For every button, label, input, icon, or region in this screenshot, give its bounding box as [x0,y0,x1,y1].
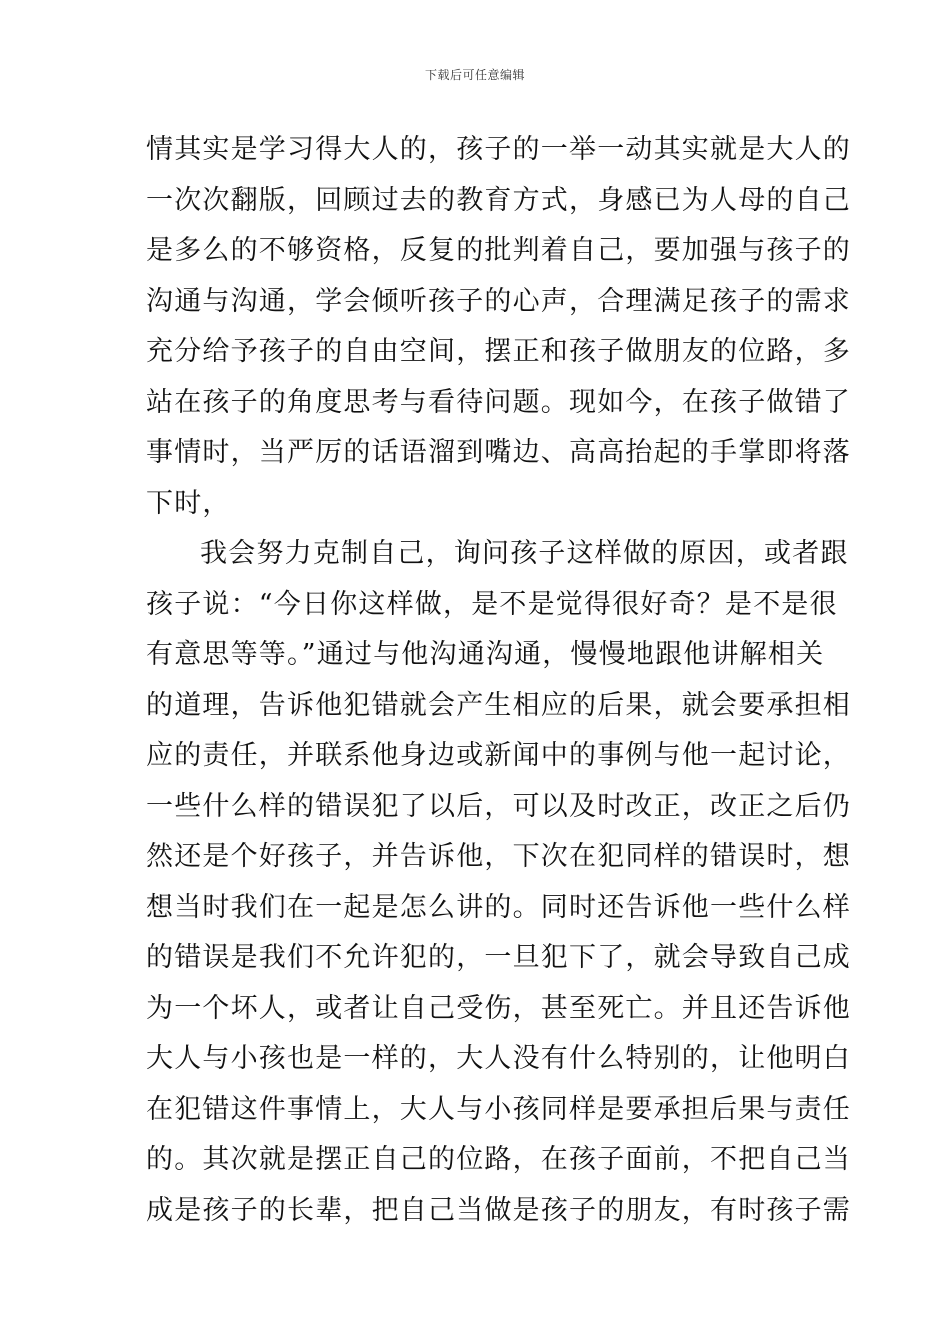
text-line: 一些什么样的错误犯了以后，可以及时改正，改正之后仍 [146,790,851,822]
paragraph [146,529,851,1236]
text-line: 的。其次就是摆正自己的位路，在孩子面前，不把自己当 [146,1144,851,1175]
text-line: 孩子说：“今日你这样做，是不是觉得很好奇？是不是很 [146,588,838,620]
text-line: 一次次翻版，回顾过去的教育方式，身感已为人母的自己 [146,184,851,216]
text-line: 下时， [146,487,231,519]
paragraph [146,125,851,529]
text-line: 成是孩子的长辈，把自己当做是孩子的朋友，有时孩子需 [146,1194,851,1226]
text-line: 我会努力克制自己，询问孩子这样做的原因，或者跟 [200,538,849,569]
body-text [146,125,851,1236]
text-line: 然还是个好孩子，并告诉他，下次在犯同样的错误时，想 [146,841,851,872]
text-line: 站在孩子的角度思考与看待问题。现如今，在孩子做错了 [146,386,851,418]
text-line: 情其实是学习得大人的，孩子的一举一动其实就是大人的 [146,134,851,165]
text-line: 在犯错这件事情上，大人与小孩同样是要承担后果与责任 [146,1093,851,1125]
text-line: 的错误是我们不允许犯的，一旦犯下了，就会导致自己成 [146,942,851,973]
text-line: 应的责任，并联系他身边或新闻中的事例与他一起讨论， [146,740,851,771]
text-line: 是多么的不够资格，反复的批判着自己，要加强与孩子的 [146,235,851,266]
text-line: 沟通与沟通，学会倾听孩子的心声，合理满足孩子的需求 [146,285,851,317]
text-line: 有意思等等。”通过与他沟通沟通，慢慢地跟他讲解相关 [146,639,825,670]
text-line: 充分给予孩子的自由空间，摆正和孩子做朋友的位路，多 [146,336,851,367]
text-line: 为一个坏人，或者让自己受伤，甚至死亡。并且还告诉他 [146,992,851,1024]
header-note: 下载后可任意编辑 [424,68,525,82]
text-line: 大人与小孩也是一样的，大人没有什么特别的，让他明白 [146,1043,851,1074]
text-line: 想当时我们在一起是怎么讲的。同时还告诉他一些什么样 [146,891,851,923]
text-line: 事情时，当严厉的话语溜到嘴边、高高抬起的手掌即将落 [146,437,851,468]
text-line: 的道理，告诉他犯错就会产生相应的后果，就会要承担相 [146,689,851,721]
